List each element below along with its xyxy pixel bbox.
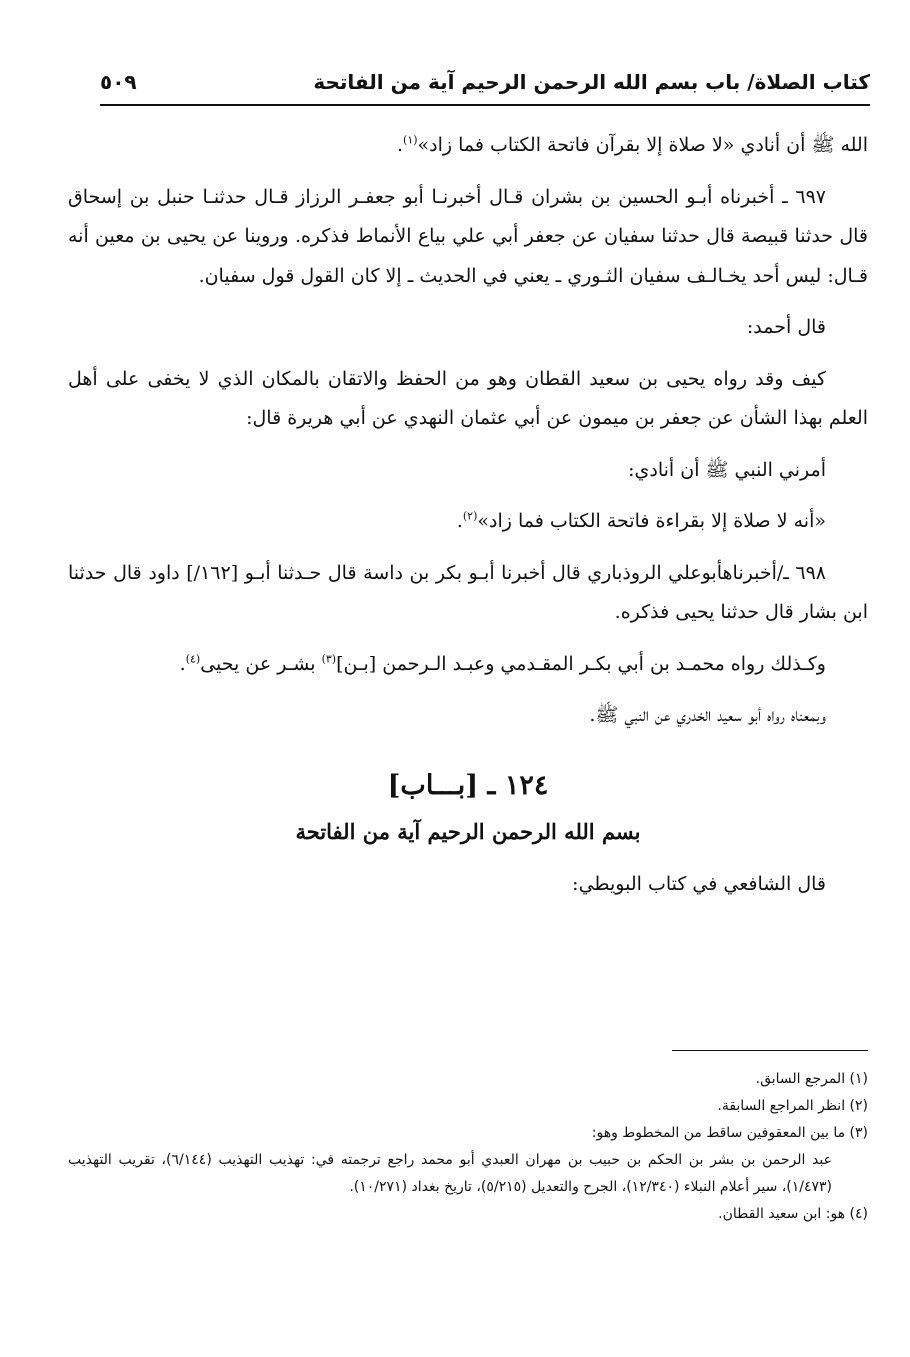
paragraph-4: كيف وقد رواه يحيى بن سعيد القطان وهو من الحفظ والاتقان بالمكان الذي لا يخفى على أهل العلم بهذا الشأن عن جعفر بن ميمون عن أبي عثمان النهدي عن أبي هريرة قال: (68, 367, 868, 429)
footnotes (68, 1066, 868, 1228)
paragraph-6-end: . (456, 510, 463, 532)
footnote-ref-4: (٤) (185, 652, 201, 666)
section-number: ١٢٤ ـ [بـــاب] (387, 769, 549, 801)
header-rule (100, 104, 870, 106)
footnote-1: (١) المرجع السابق. (755, 1071, 868, 1087)
running-head: كتاب الصلاة/ باب بسم الله الرحمن الرحيم آية من الفاتحة (313, 70, 870, 94)
paragraph-1 (68, 126, 868, 166)
page-number: ٥٠٩ (100, 70, 137, 94)
paragraph-698: ٦٩٨ ـ/أخبرناهأبوعلي الروذباري قال أخبرنا أبـو بكر بن داسة قال حـدثنا أبـو [١٦٢/] داود قال حدثنا ابن بشار قال حدثنا يحيى فذكره. (68, 561, 868, 623)
paragraph-697: ٦٩٧ ـ أخبرناه أبـو الحسين بن بشران قـال أخبرنـا أبو جعفـر الرزاز قـال حدثنـا حنبل بن إسحاق قال حدثنا قبيصة قال حدثنا سفيان عن جعفر أبي علي بياع الأنماط فذكره. وروينا عن يحيى بن معين أنه قـال: ليس أحد يخـالـف سفيان الثـوري ـ يعني في الحديث ـ إلا كان القول قول سفيان. (68, 185, 868, 287)
page-header (100, 62, 870, 102)
paragraph-8 (68, 645, 868, 685)
paragraph-5: أمرني النبي ﷺ أن أنادي: (628, 458, 826, 481)
paragraph-qala-ahmad: قال أحمد: (746, 316, 826, 338)
main-text (68, 126, 868, 917)
paragraph-6-text: «أنه لا صلاة إلا بقراءة فاتحة الكتاب فما زاد» (477, 510, 826, 532)
footnote-ref-2: (٢) (462, 509, 478, 523)
paragraph-8-end: . (179, 652, 186, 675)
paragraph-9: وبمعناه رواه أبو سعيد الخدري عن النبي ﷺ. (589, 704, 826, 726)
footnote-3-continuation: عبد الرحمن بن بشر بن الحكم بن حبيب بن مهران العبدي أبو محمد راجع ترجمته في: تهذيب التهذيب (٦/١٤٤)، تقريب التهذيب (١/٤٧٣)، سير أعلام النبلاء (١٢/٣٤٠)، الجرح والتعديل (٥/٢١٥)، تاريخ بغداد (١٠/٢٧١). (68, 1152, 832, 1195)
footnote-4: (٤) هو: ابن سعيد القطان. (718, 1206, 868, 1222)
paragraph-1-text: الله ﷺ أن أنادي «لا صلاة إلا بقرآن فاتحة الكتاب فما زاد» (417, 134, 868, 156)
paragraph-1-end: . (396, 134, 404, 156)
footnote-2: (٢) انظر المراجع السابقة. (717, 1098, 868, 1114)
footnote-rule (672, 1050, 868, 1051)
footnote-3: (٣) ما بين المعقوفين ساقط من المخطوط وهو: (591, 1125, 868, 1141)
footnote-ref-3: (٣) (321, 652, 337, 666)
section-title: بسم الله الرحمن الرحيم آية من الفاتحة (295, 818, 641, 844)
paragraph-10: قال الشافعي في كتاب البويطي: (572, 873, 826, 895)
footnote-ref-1: (١) (403, 133, 418, 147)
paragraph-8-text-b: بشـر عن يحيى (200, 652, 322, 675)
paragraph-8-text-a: وكـذلك رواه محمـد بن أبي بكـر المقـدمي وعبـد الـرحمن [بـن] (336, 652, 826, 675)
paragraph-6 (68, 502, 868, 542)
